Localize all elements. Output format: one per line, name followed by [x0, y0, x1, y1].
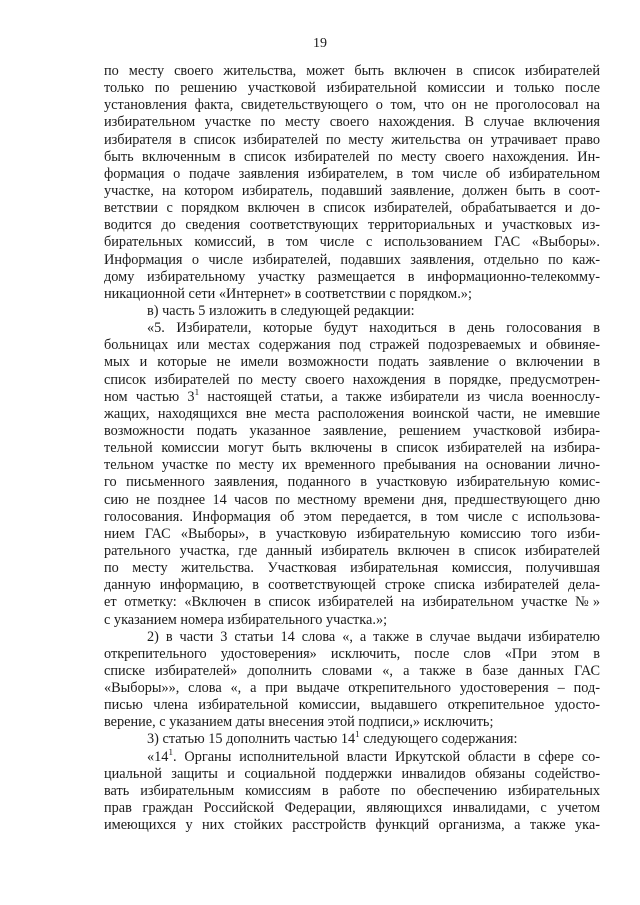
text-line-content: верение, с указанием даты внесения этой подписи,» исключить;: [104, 714, 494, 731]
text-line: [104, 132, 600, 149]
text-line-content: бирательных комиссий, в том числе с использованием ГАС «Выборы».: [104, 234, 600, 251]
text-line: [104, 97, 600, 114]
text-line: [104, 629, 600, 646]
text-line: [104, 234, 600, 251]
superscript: 1: [355, 731, 360, 740]
text-line-content: жащих, находящихся вне места расположения воинской части, не имевшие: [104, 405, 600, 422]
text-line-content: тельной комиссии могут быть включены в список избирателей на избира-: [104, 440, 600, 457]
text-line-content: ет отметку: «Включен в список избирателей на избирательном участке №»: [104, 594, 600, 611]
text-line: [104, 457, 600, 474]
text-line-content: Информация о числе избирателей, подавших заявления, отдельно по каж-: [104, 251, 600, 268]
text-line: [104, 817, 600, 834]
text-line-content: имеющихся у них стойких расстройств функций организма, а также ука-: [104, 817, 600, 834]
text-line: [104, 783, 600, 800]
text-line-content: формация о подаче заявления избирателем, в том числе об избирательном: [104, 165, 600, 182]
text-line-content: 2) в части 3 статьи 14 слова «, а также в случае выдачи избирателю: [147, 628, 600, 645]
text-line-content: избирательном участке по месту своего нахождения. В случае включения: [104, 114, 600, 131]
text-line-content: 3) статью 15 дополнить частью 14: [147, 731, 356, 748]
text-line: [104, 714, 600, 731]
text-line-content: нием ГАС «Выборы», в участковую избирательную комиссию того изби-: [104, 525, 600, 542]
text-line: [104, 560, 600, 577]
text-line-content: никационной сети «Интернет» в соответствии с порядком.»;: [104, 285, 472, 302]
text-line: [104, 423, 600, 440]
text-line-content: больницах или местах содержания под стражей подозреваемых и обвиняе-: [104, 337, 600, 354]
page-number: 19: [313, 36, 327, 51]
text-line-content: циальной защиты и социальной поддержки инвалидов обязаны содейство-: [104, 765, 600, 782]
superscript: 1: [168, 748, 173, 757]
text-line-content: мых и которые не имели возможности подать заявление о включении в: [104, 354, 600, 371]
text-line-content: список избирателей по месту своего нахождения в порядке, предусмотрен-: [104, 371, 600, 388]
text-line: [104, 217, 600, 234]
text-line: [104, 749, 600, 766]
text-line-content: открепительного удостоверения» исключить, после слов «При этом в: [104, 645, 600, 662]
superscript: 1: [194, 388, 200, 397]
text-line-content: дому избирательному участку размещается в информационно-телекомму-: [104, 268, 600, 285]
text-line-content: го письменного заявления, поданного в участковую избирательную комис-: [104, 474, 600, 491]
text-line: [104, 303, 600, 320]
text-line-content: «Выборы»», слова «, а при выдаче открепительного удостоверения – под-: [104, 680, 600, 697]
text-line-content: ветствии с порядком включен в список избирателей, обрабатывается и до-: [104, 200, 600, 217]
text-line-content: только по решению участковой избирательной комиссии и только после: [104, 80, 600, 97]
text-line-content: по месту жительства. Участковая избирательная комиссия, получившая: [104, 560, 600, 577]
text-line-content: прав граждан Российской Федерации, являющихся инвалидами, с учетом: [104, 800, 600, 817]
text-line: [104, 474, 600, 491]
text-line: [104, 663, 600, 680]
text-line-tail: . Органы исполнительной власти Иркутской области в сфере со-: [172, 748, 600, 765]
text-line-content: ном частью 3: [104, 388, 195, 405]
text-line: [104, 766, 600, 783]
text-line: [104, 372, 600, 389]
text-line-content: «5. Избиратели, которые будут находиться в день голосования в: [147, 320, 600, 337]
text-line-tail: следующего содержания:: [359, 731, 518, 748]
text-line-content: быть включенным в список избирателей по месту своего нахождения. Ин-: [104, 148, 600, 165]
body-text: [104, 63, 600, 834]
text-line: [104, 63, 600, 80]
text-line: [104, 166, 600, 183]
text-line: [104, 80, 600, 97]
text-line-content: возможности подать указанное заявление, решением участковой избира-: [104, 422, 600, 439]
text-line: [104, 269, 600, 286]
text-line: [104, 509, 600, 526]
text-line: [104, 800, 600, 817]
text-line: [104, 200, 600, 217]
text-line: [104, 577, 600, 594]
text-line: [104, 149, 600, 166]
text-line: [104, 646, 600, 663]
text-line: [104, 680, 600, 697]
text-line-content: водится до сведения соответствующих территориальных и участковых из-: [104, 217, 600, 234]
text-line: [104, 697, 600, 714]
text-line: [104, 337, 600, 354]
text-line: [104, 526, 600, 543]
text-line: [104, 612, 600, 629]
text-line-tail: настоящей статьи, а также избиратели из числа военнослу-: [199, 388, 600, 405]
text-line-content: «14: [147, 748, 169, 765]
text-line-content: установления факта, свидетельствующего о том, что он не проголосовал на: [104, 97, 600, 114]
text-line-content: сию не позднее 14 часов по местному времени дня, предшествующего дню: [104, 491, 600, 508]
text-line: [104, 492, 600, 509]
text-line: [104, 252, 600, 269]
text-line: [104, 320, 600, 337]
text-line-content: с указанием номера избирательного участка.»;: [104, 611, 388, 628]
text-line-content: тельном участке по месту их временного пребывания на основании лично-: [104, 457, 600, 474]
text-line-content: вать избирательным комиссиям в работе по обеспечению избирательных: [104, 782, 600, 799]
text-line: [104, 731, 600, 748]
text-line-content: рательного участка, где данный избиратель включен в список избирателей: [104, 542, 600, 559]
text-line-content: голосования. Информация об этом передается, в том числе с использова-: [104, 508, 600, 525]
text-line: [104, 183, 600, 200]
text-line: [104, 594, 600, 611]
text-line-content: в) часть 5 изложить в следующей редакции:: [147, 302, 415, 319]
text-line-content: списке избирателей» дополнить словами «, а также в базе данных ГАС: [104, 662, 600, 679]
text-line: [104, 114, 600, 131]
text-line-content: избирателя в список избирателей по месту жительства он утрачивает право: [104, 131, 600, 148]
text-line: [104, 286, 600, 303]
text-line: [104, 354, 600, 371]
text-line-content: писью члена избирательной комиссии, выдавшего открепительное удосто-: [104, 697, 600, 714]
text-line: [104, 440, 600, 457]
text-line: [104, 389, 600, 406]
text-line-content: данную информацию, в соответствующей строке списка избирателей дела-: [104, 577, 600, 594]
text-line-content: участке, на котором избиратель, подавший заявление, должен быть в соот-: [104, 182, 600, 199]
text-line: [104, 543, 600, 560]
text-line-content: по месту своего жительства, может быть включен в список избирателей: [104, 63, 600, 79]
text-line: [104, 406, 600, 423]
